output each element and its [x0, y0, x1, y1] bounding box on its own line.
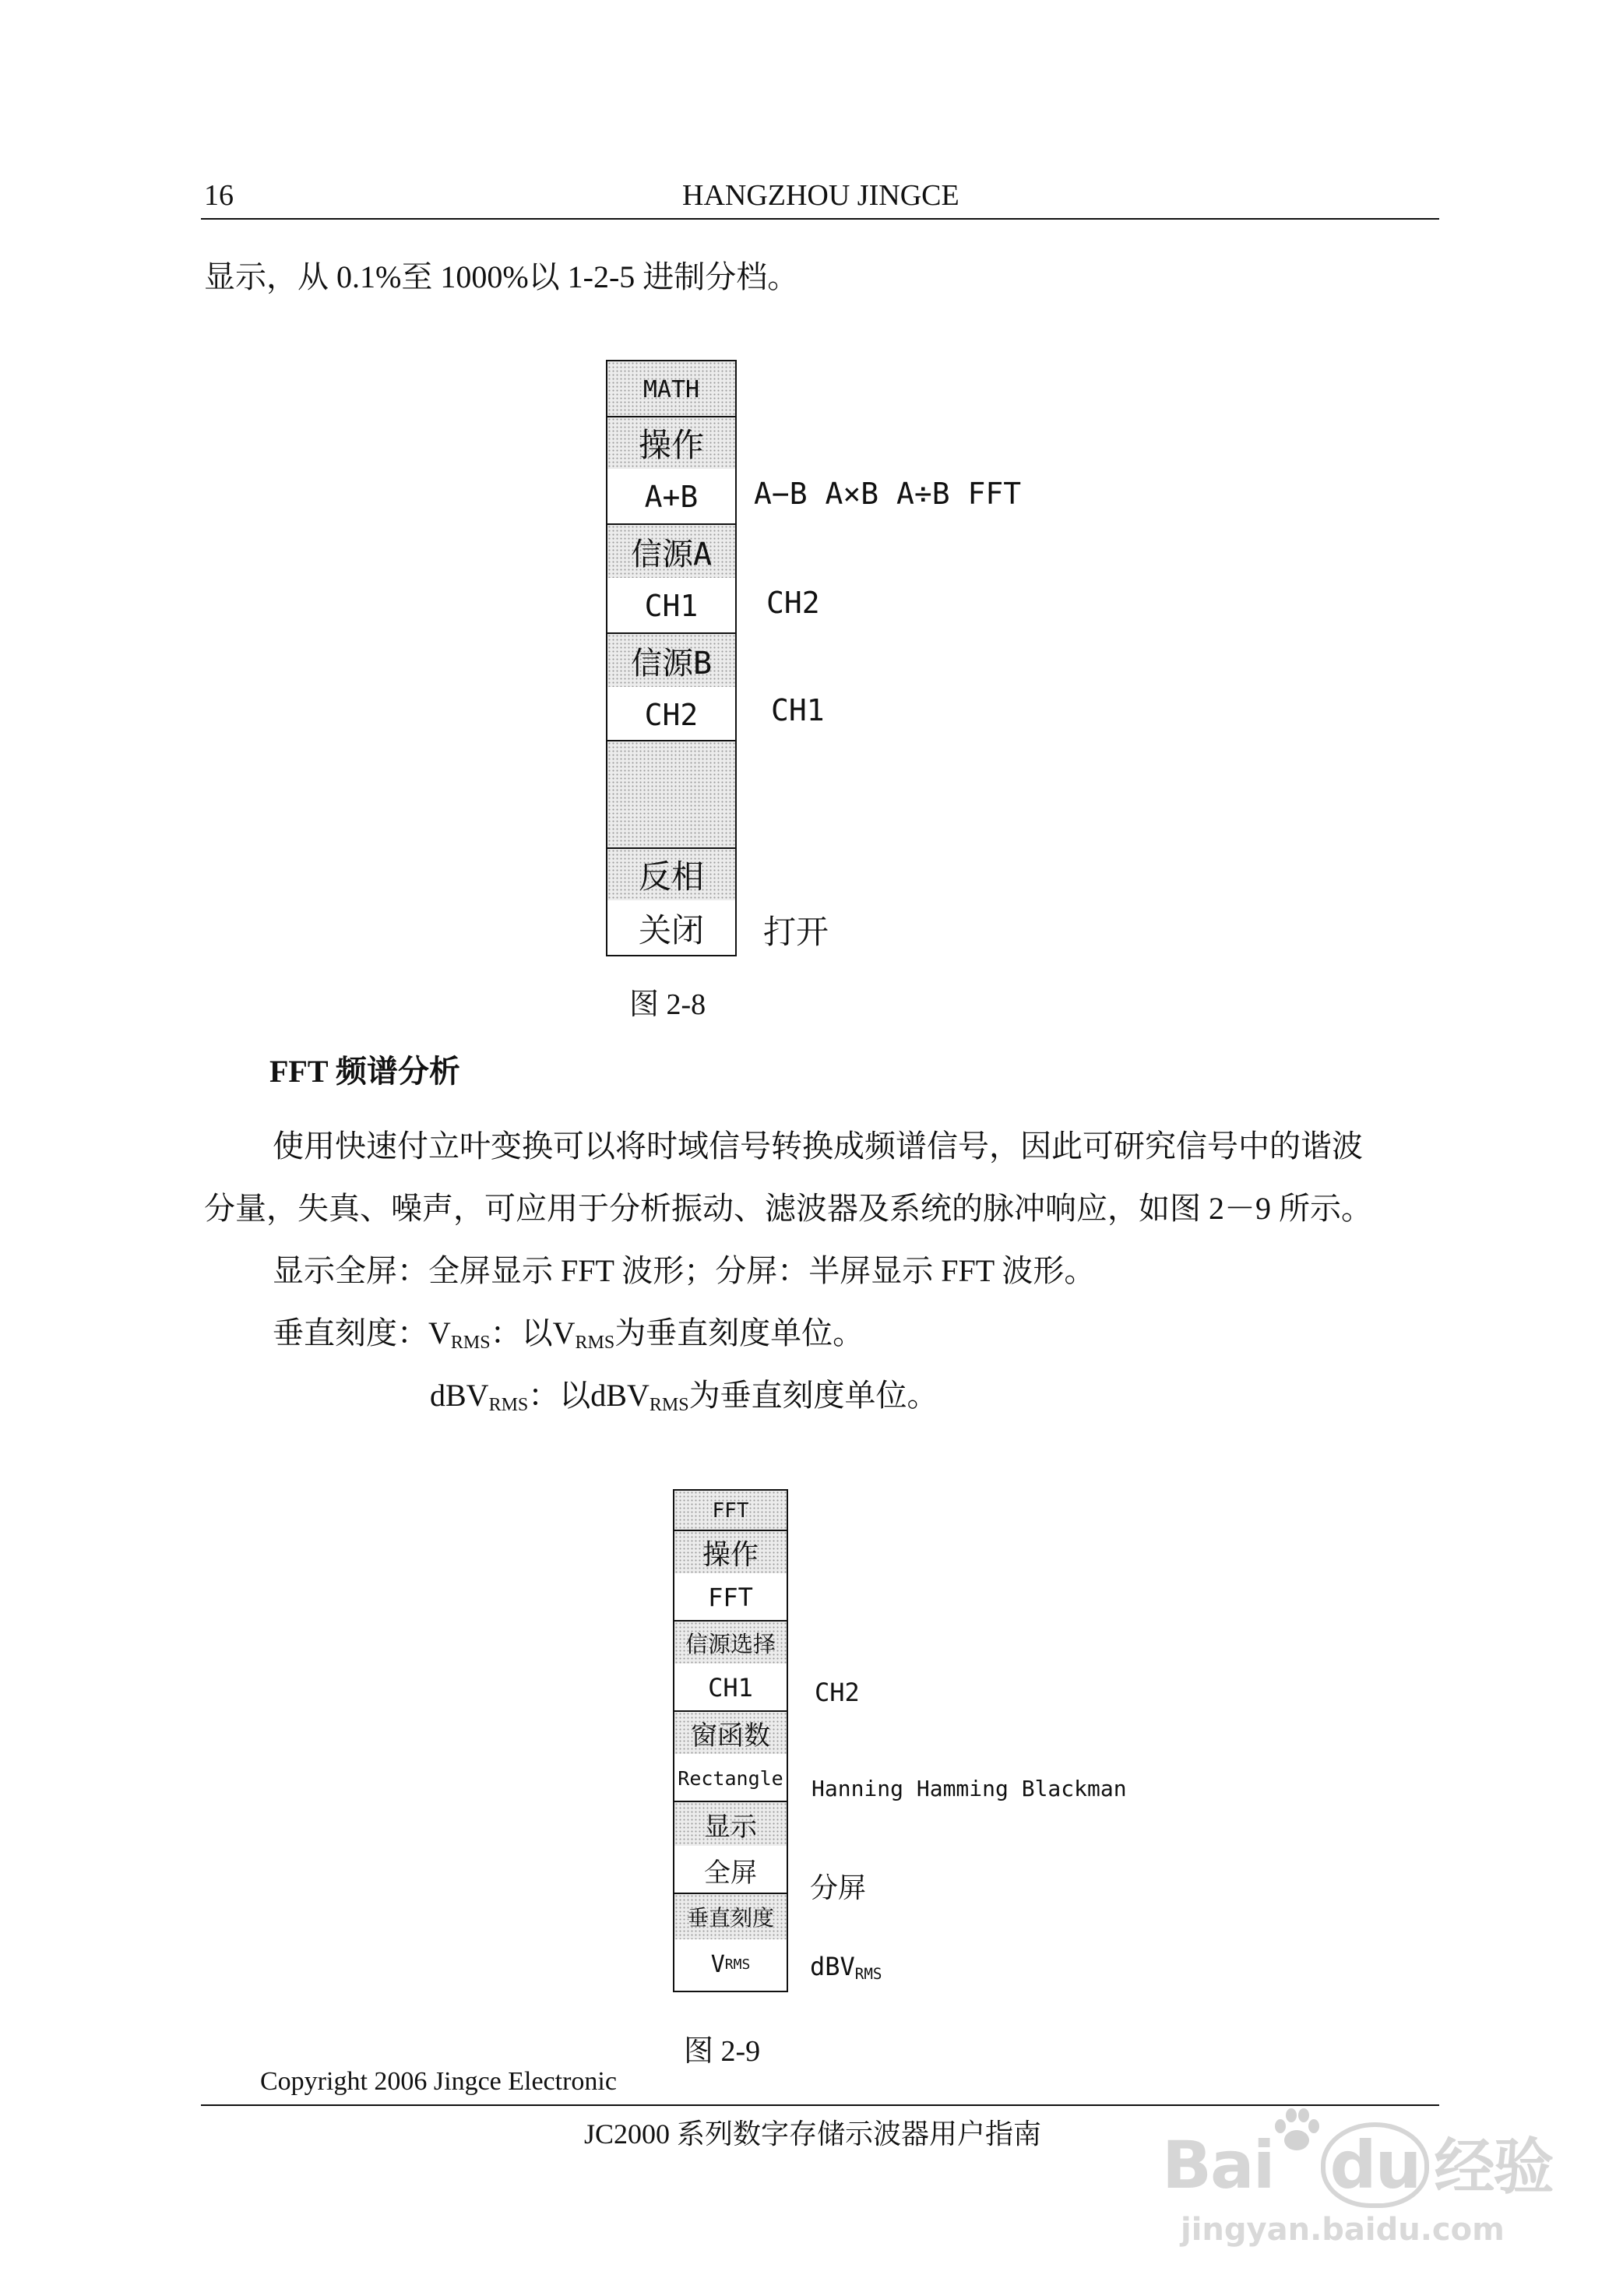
intro-line: 显示，从 0.1%至 1000%以 1-2-5 进制分档。	[204, 259, 799, 294]
math-op-cell[interactable]	[607, 416, 735, 525]
math-title: MATH	[643, 375, 700, 403]
fft-disp-cell[interactable]	[674, 1801, 787, 1894]
dbv: dBV	[430, 1378, 489, 1413]
footer-title: JC2000 系列数字存储示波器用户指南	[584, 2118, 1042, 2150]
fft-para-line1: 使用快速付立叶变换可以将时域信号转换成频谱信号，因此可研究信号中的谐波	[273, 1129, 1363, 1164]
math-srcB-cell[interactable]	[607, 632, 735, 741]
dbv-sub2: RMS	[649, 1395, 689, 1415]
fft-vscale-opt-main: dBV	[810, 1952, 855, 1981]
math-empty-cell	[607, 740, 735, 849]
fft-menu	[673, 1489, 788, 1992]
figure-2-8-caption: 图 2-8	[629, 988, 706, 1021]
page-number: 16	[204, 179, 234, 212]
math-invert-options: 打开	[763, 913, 829, 951]
fft-vscale-v: V	[710, 1950, 725, 1978]
vrms-v: V	[428, 1315, 451, 1350]
dbv-end: 为垂直刻度单位。	[688, 1378, 938, 1413]
watermark-logo-du: du	[1321, 2122, 1430, 2208]
fft-para-line2: 分量，失真、噪声，可应用于分析振动、滤波器及系统的脉冲响应，如图 2－9 所示。	[204, 1191, 1372, 1226]
math-op-value: A+B	[644, 480, 699, 514]
fft-src-label: 信源选择	[674, 1622, 787, 1664]
vrms-v2: V	[552, 1315, 576, 1350]
fft-disp-options: 分屏	[810, 1872, 867, 1904]
math-srcB-value: CH2	[644, 698, 699, 732]
math-srcB-options: CH1	[771, 693, 825, 727]
vrms-sub: RMS	[450, 1333, 491, 1353]
math-invert-cell[interactable]	[607, 847, 735, 956]
fft-disp-label: 显示	[674, 1802, 787, 1846]
fft-title: FFT	[712, 1499, 749, 1523]
figure-2-9-caption: 图 2-9	[684, 2035, 761, 2068]
fft-vscale-value	[674, 1942, 787, 1986]
fft-disp-value: 全屏	[704, 1857, 757, 1889]
fft-src-cell[interactable]	[674, 1620, 787, 1712]
fft-display-line: 显示全屏：全屏显示 FFT 波形；分屏：半屏显示 FFT 波形。	[273, 1253, 1096, 1288]
fft-vscale-label: 垂直刻度	[674, 1894, 787, 1939]
vscale-prefix: 垂直刻度：	[273, 1315, 428, 1350]
math-srcA-options: CH2	[766, 586, 820, 620]
math-menu	[606, 360, 737, 956]
fft-op-value: FFT	[708, 1583, 753, 1612]
math-title-cell	[607, 361, 735, 416]
fft-vscale-sub: RMS	[724, 1956, 751, 1973]
fft-win-label: 窗函数	[674, 1712, 787, 1754]
vrms-mid: ：以	[490, 1315, 553, 1350]
math-srcA-value: CH1	[644, 589, 699, 623]
math-srcB-label: 信源B	[607, 634, 735, 687]
fft-vscale-cell[interactable]	[674, 1893, 787, 1992]
math-invert-value: 关闭	[638, 911, 704, 949]
header-company: HANGZHOU JINGCE	[682, 179, 959, 212]
math-srcA-label: 信源A	[607, 525, 735, 578]
math-invert-label: 反相	[607, 849, 735, 900]
watermark-logo-main: Bai	[1162, 2127, 1274, 2203]
fft-win-value: Rectangle	[678, 1766, 783, 1790]
watermark-logo-cn: 经验	[1434, 2132, 1553, 2203]
fft-win-options: Hanning Hamming Blackman	[812, 1776, 1127, 1801]
math-srcA-cell[interactable]	[607, 523, 735, 634]
fft-win-cell[interactable]	[674, 1710, 787, 1802]
watermark-url: jingyan.baidu.com	[1181, 2212, 1505, 2248]
vrms-end: 为垂直刻度单位。	[614, 1315, 864, 1350]
fft-op-label: 操作	[674, 1531, 787, 1573]
fft-heading: FFT 频谱分析	[269, 1054, 460, 1089]
fft-vscale-options	[810, 1952, 882, 1983]
footer-copyright: Copyright 2006 Jingce Electronic	[260, 2067, 617, 2096]
header-rule	[201, 218, 1439, 220]
dbv2: dBV	[590, 1378, 650, 1413]
fft-dbv-line	[430, 1380, 938, 1414]
math-op-label: 操作	[607, 417, 735, 469]
math-op-options: A−B A×B A÷B FFT	[754, 477, 1022, 511]
fft-src-value: CH1	[708, 1673, 753, 1703]
fft-src-options: CH2	[815, 1678, 860, 1707]
fft-op-cell[interactable]	[674, 1530, 787, 1622]
fft-vscale-line	[273, 1315, 864, 1353]
baidu-watermark	[1162, 2087, 1598, 2274]
fft-vscale-opt-sub: RMS	[854, 1964, 882, 1983]
vrms-sub2: RMS	[575, 1333, 615, 1353]
dbv-sub: RMS	[488, 1395, 529, 1415]
dbv-mid: ：以	[528, 1378, 591, 1413]
fft-title-cell	[674, 1491, 787, 1530]
